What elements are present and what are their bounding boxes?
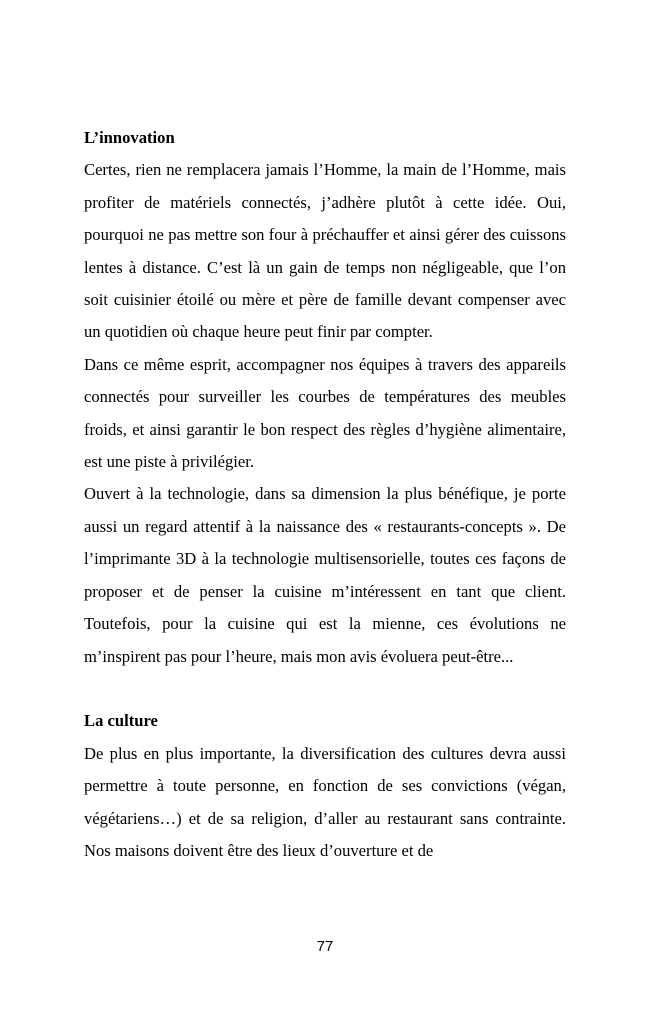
paragraph-culture-1: De plus en plus importante, la diversification des cultures devra aussi permettre à toute personne, en fonction de ses convictions (végan, végétariens…) et de sa religion, d’aller au restaurant sans contrainte. Nos maisons doivent être des lieux d’ouverture et de <box>84 743 566 860</box>
paragraph-innovation-1: Certes, rien ne remplacera jamais l’Homme, la main de l’Homme, mais profiter de matériels connectés, j’adhère plutôt à cette idée. Oui, pourquoi ne pas mettre son four à préchauffer et ainsi gérer des cuissons lentes à distance. C’est là un gain de temps non négligeable, que l’on soit cuisinier étoilé ou mère et père de famille devant compenser avec un quotidien où chaque heure peut finir par compter. <box>84 160 566 342</box>
page-body <box>84 122 566 867</box>
section-spacer <box>84 673 566 705</box>
page-number: 77 <box>316 938 334 955</box>
paragraph-innovation-3: Ouvert à la technologie, dans sa dimension la plus bénéfique, je porte aussi un regard attentif à la naissance des « restaurants-concepts ». De l’imprimante 3D à la technologie multisensorielle, toutes ces façons de proposer et de penser la cuisine m’intéressent en tant que client. Toutefois, pour la cuisine qui est la mienne, ces évolutions ne m’inspirent pas pour l’heure, mais mon avis évoluera peut-être... <box>84 484 566 666</box>
paragraph-innovation-2: Dans ce même esprit, accompagner nos équipes à travers des appareils connectés pour surveiller les courbes de températures des meubles froids, et ainsi garantir le bon respect des règles d’hygiène alimentaire, est une piste à privilégier. <box>84 354 566 472</box>
section-heading-innovation: L’innovation <box>84 128 175 147</box>
section-heading-culture: La culture <box>84 711 158 731</box>
